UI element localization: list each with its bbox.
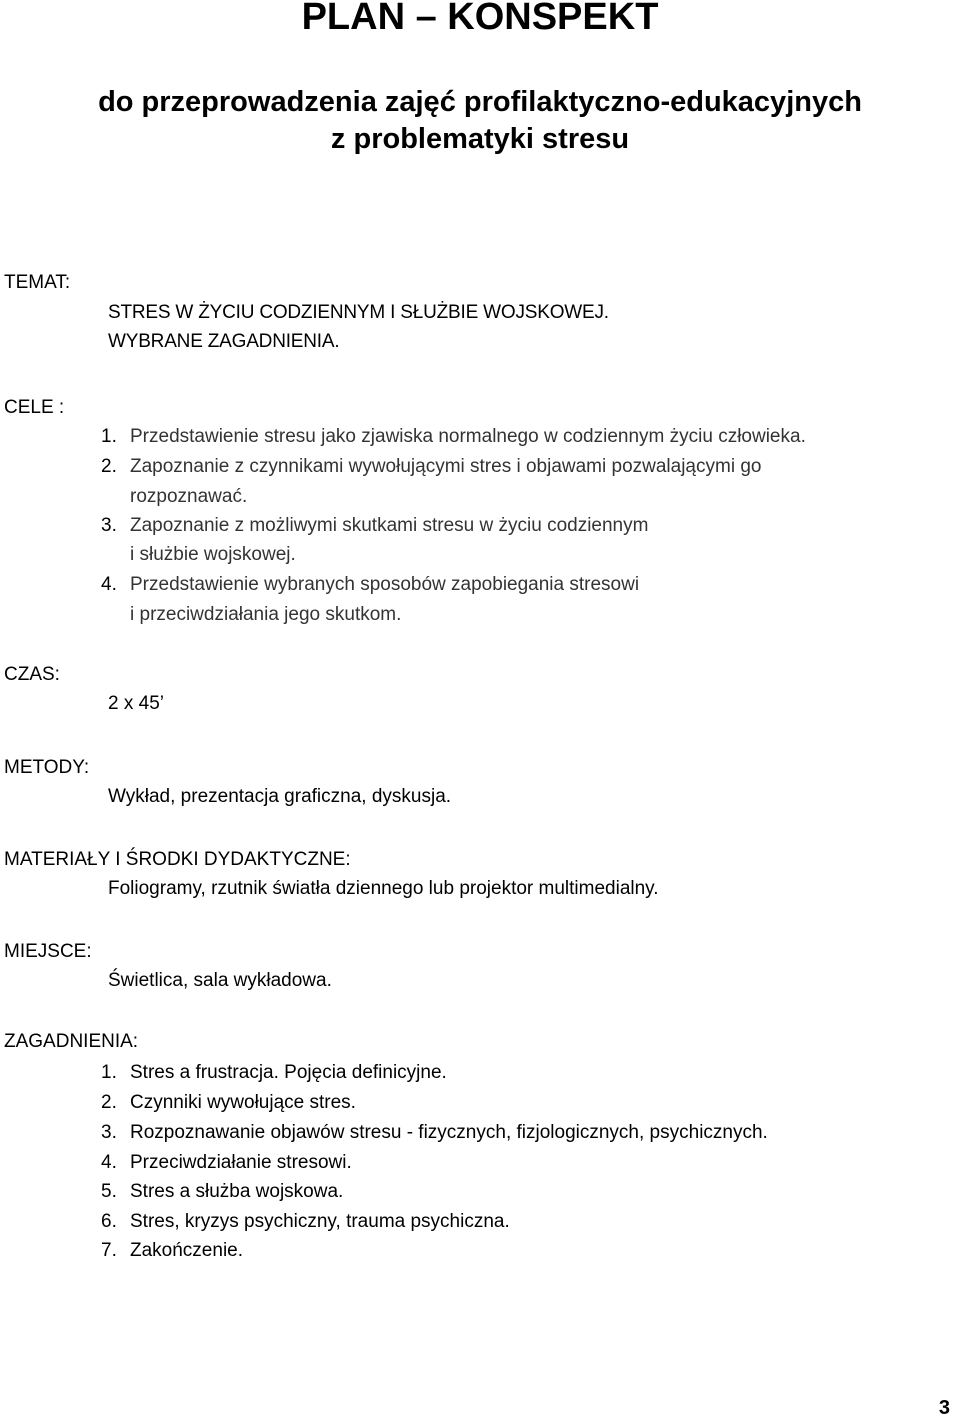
zagadnienia-item-number: 4. <box>101 1152 117 1173</box>
cele-item-number: 4. <box>101 574 117 595</box>
zagadnienia-item-number: 1. <box>101 1062 117 1083</box>
zagadnienia-item-text: Przeciwdziałanie stresowi. <box>130 1152 352 1173</box>
zagadnienia-item-text: Rozpoznawanie objawów stresu - fizycznych, fizjologicznych, psychicznych. <box>130 1122 768 1143</box>
zagadnienia-label: ZAGADNIENIA: <box>4 1031 139 1052</box>
temat-line-1: STRES W ŻYCIU CODZIENNYM I SŁUŻBIE WOJSKOWEJ. <box>108 302 609 323</box>
czas-label: CZAS: <box>4 664 60 685</box>
zagadnienia-item-text: Stres, kryzys psychiczny, trauma psychiczna. <box>130 1211 510 1232</box>
metody-label: METODY: <box>4 757 90 778</box>
page-number: 3 <box>938 1397 950 1419</box>
metody-value: Wykład, prezentacja graficzna, dyskusja. <box>108 786 452 807</box>
zagadnienia-item-text: Stres a frustracja. Pojęcia definicyjne. <box>130 1062 447 1083</box>
zagadnienia-item-text: Stres a służba wojskowa. <box>130 1181 344 1202</box>
document-title: PLAN – KONSPEKT <box>301 0 659 38</box>
zagadnienia-item-number: 7. <box>101 1240 117 1261</box>
zagadnienia-item-text: Zakończenie. <box>130 1240 244 1261</box>
cele-item-text-continued: rozpoznawać. <box>130 486 248 507</box>
zagadnienia-item-number: 5. <box>101 1181 117 1202</box>
cele-item-text: Przedstawienie stresu jako zjawiska normalnego w codziennym życiu człowieka. <box>130 426 806 447</box>
document-subtitle-line-2: z problematyki stresu <box>330 123 630 155</box>
zagadnienia-item-number: 3. <box>101 1122 117 1143</box>
temat-line-2: WYBRANE ZAGADNIENIA. <box>108 331 340 352</box>
miejsce-label: MIEJSCE: <box>4 941 92 962</box>
zagadnienia-item-number: 6. <box>101 1211 117 1232</box>
czas-value: 2 x 45’ <box>108 693 164 714</box>
cele-item-text-continued: i służbie wojskowej. <box>130 544 296 565</box>
cele-item-number: 2. <box>101 456 117 477</box>
zagadnienia-item-number: 2. <box>101 1092 117 1113</box>
cele-item-text: Zapoznanie z czynnikami wywołującymi stres i objawami pozwalającymi go <box>130 456 762 477</box>
cele-item-number: 3. <box>101 515 117 536</box>
cele-item-text: Przedstawienie wybranych sposobów zapobiegania stresowi <box>130 574 640 595</box>
cele-item-text: Zapoznanie z możliwymi skutkami stresu w życiu codziennym <box>130 515 649 536</box>
cele-label: CELE : <box>4 397 65 418</box>
cele-item-number: 1. <box>101 426 117 447</box>
cele-item-text-continued: i przeciwdziałania jego skutkom. <box>130 604 402 625</box>
document-subtitle-line-1: do przeprowadzenia zajęć profilaktyczno-edukacyjnych <box>98 86 862 118</box>
materialy-label: MATERIAŁY I ŚRODKI DYDAKTYCZNE: <box>4 849 351 870</box>
miejsce-value: Świetlica, sala wykładowa. <box>108 970 332 991</box>
zagadnienia-item-text: Czynniki wywołujące stres. <box>130 1092 356 1113</box>
materialy-value: Foliogramy, rzutnik światła dziennego lub projektor multimedialny. <box>108 878 659 899</box>
temat-label: TEMAT: <box>4 272 71 293</box>
